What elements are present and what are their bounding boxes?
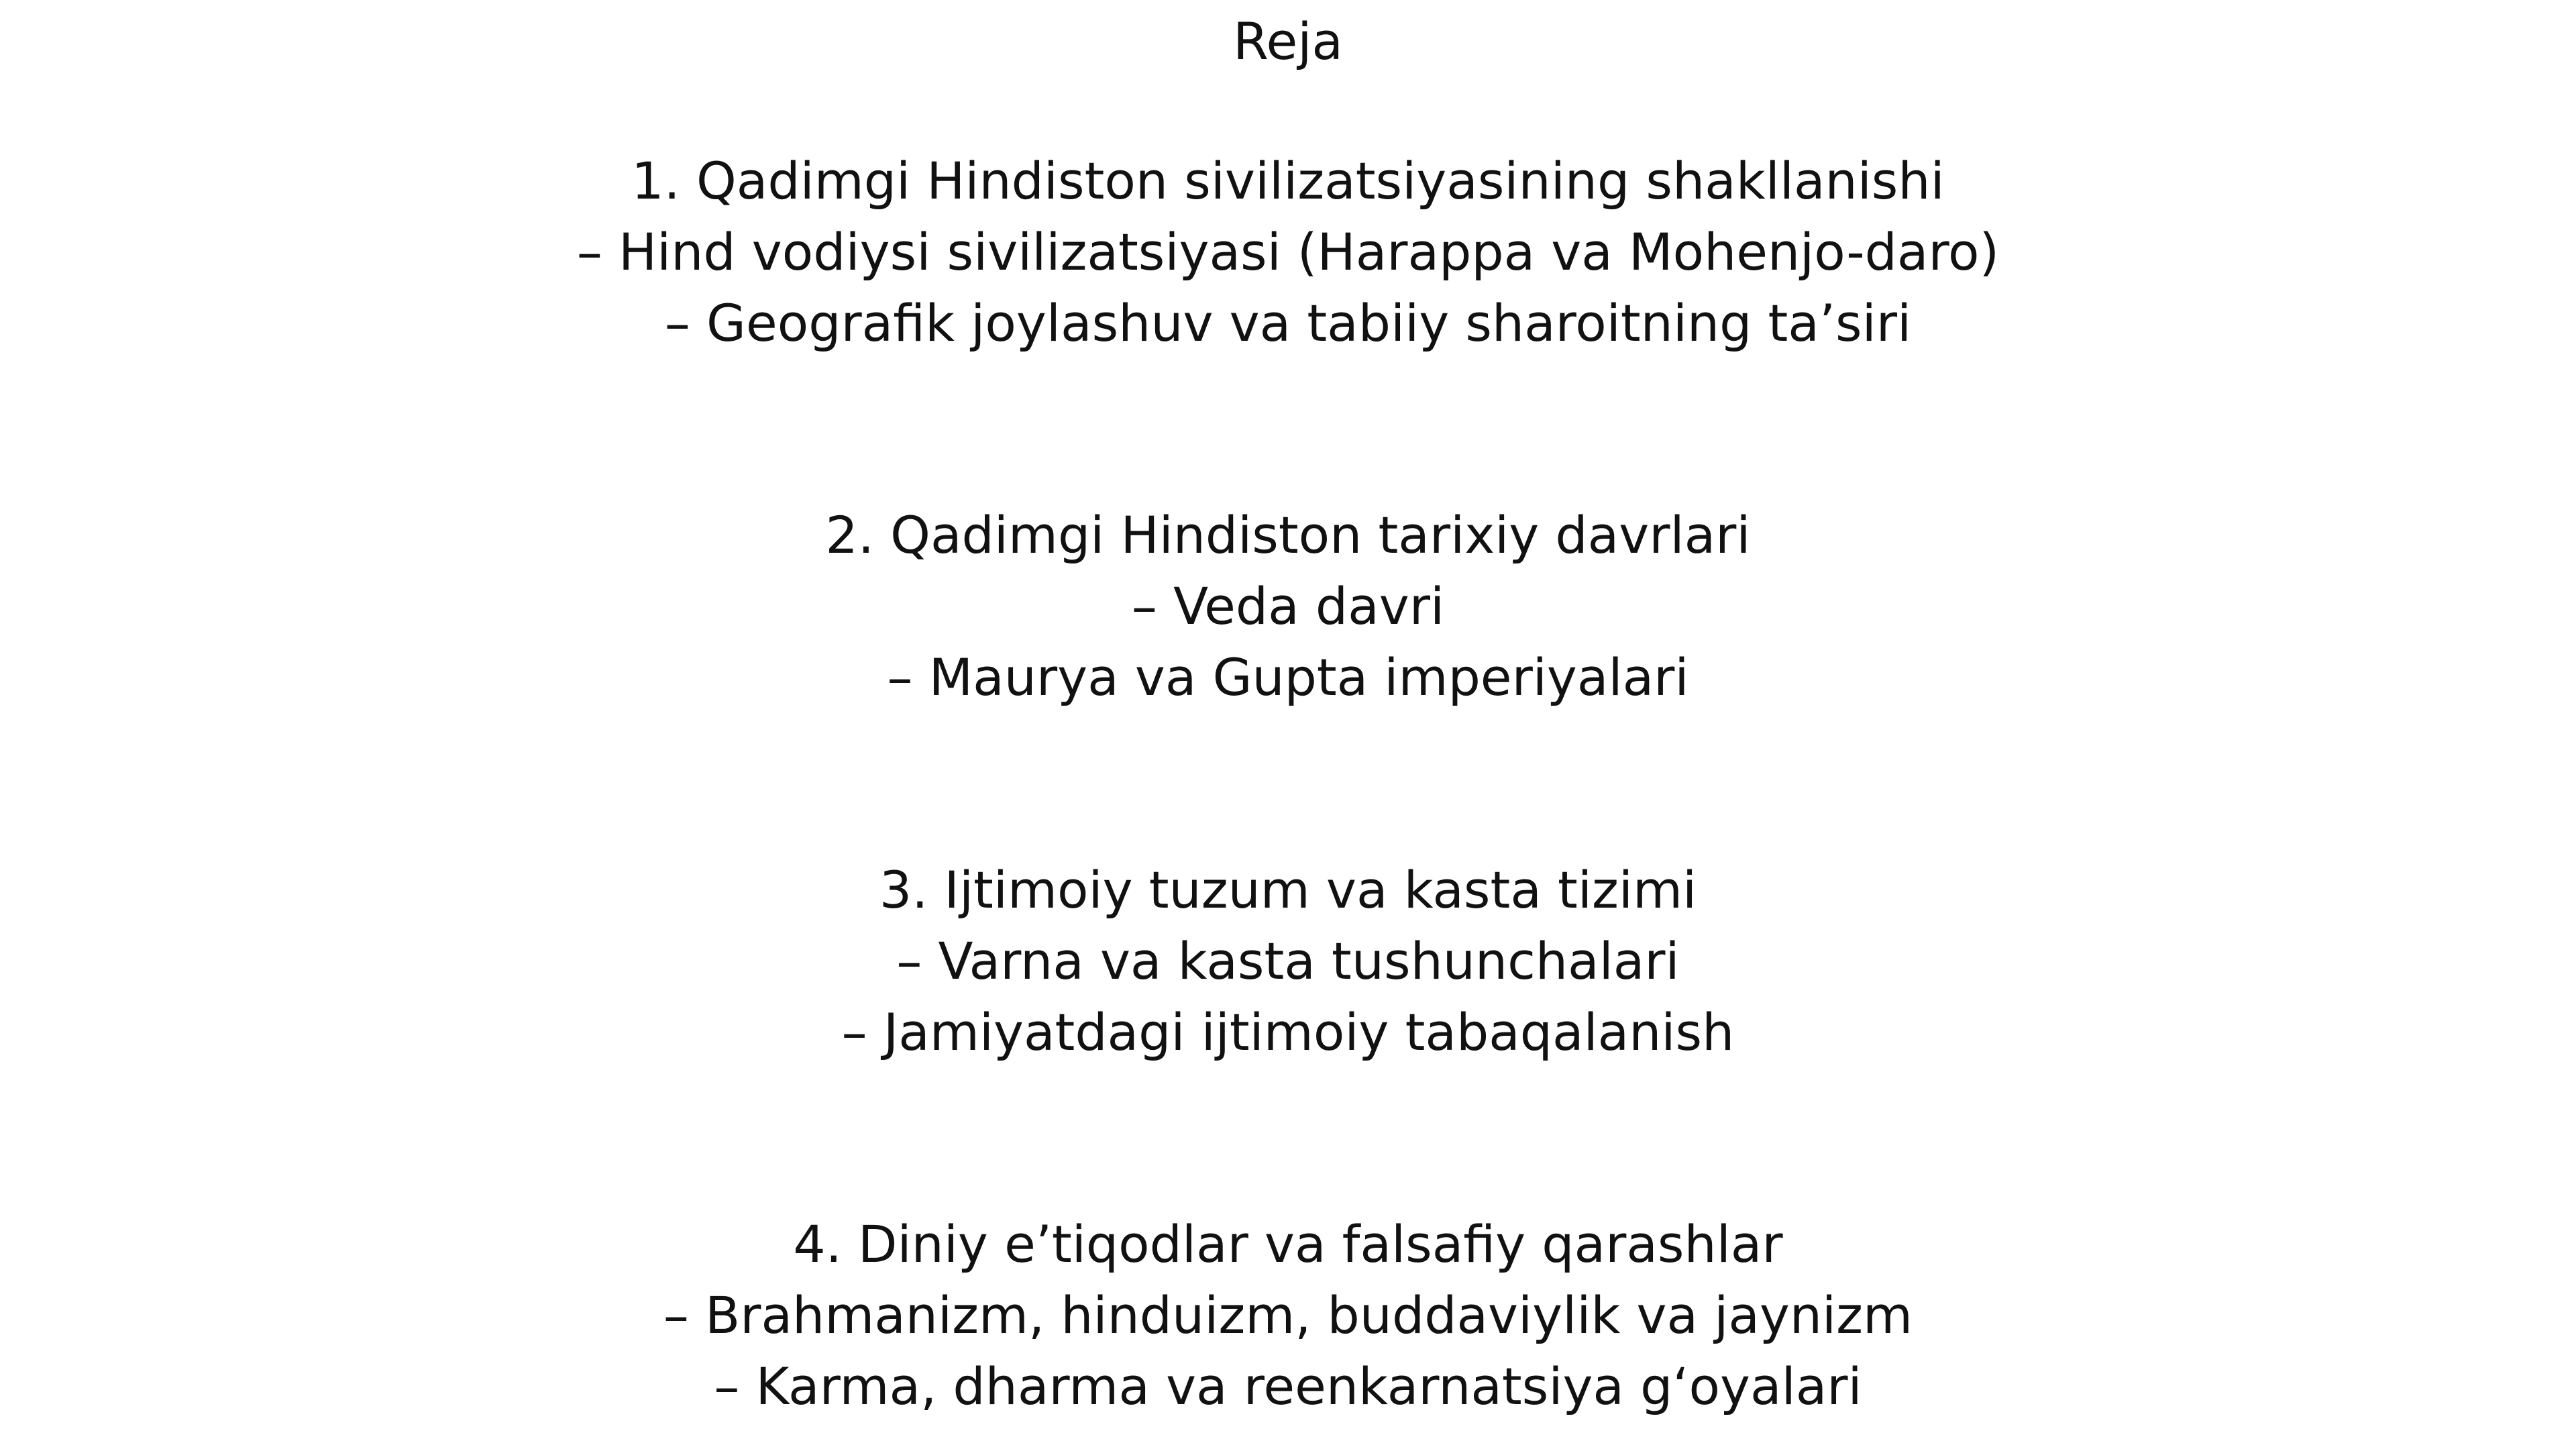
- section-heading: 1. Qadimgi Hindiston sivilizatsiyasining shakllanishi: [631, 151, 1945, 211]
- section-point: – Brahmanizm, hinduizm, buddaviylik va jaynizm: [663, 1285, 1913, 1345]
- section-point: – Varna va kasta tushunchalari: [896, 931, 1680, 991]
- section-point: – Jamiyatdagi ijtimoiy tabaqalanish: [841, 1002, 1735, 1062]
- section-point: – Geografik joylashuv va tabiiy sharoitning ta’siri: [664, 293, 1912, 353]
- section-heading: 4. Diniy e’tiqodlar va falsafiy qarashlar: [793, 1214, 1783, 1274]
- section-heading: 2. Qadimgi Hindiston tarixiy davrlari: [825, 505, 1751, 565]
- section-point: – Hind vodiysi sivilizatsiyasi (Harappa va Mohenjo-daro): [576, 222, 2000, 282]
- plan-section-4: [0, 1209, 2576, 1422]
- page-title: Reja: [1233, 11, 1343, 71]
- section-point: – Karma, dharma va reenkarnatsiya g‘oyalari: [714, 1356, 1862, 1416]
- section-point: – Veda davri: [1131, 576, 1445, 636]
- plan-section-2: [0, 500, 2576, 713]
- plan-section-3: [0, 855, 2576, 1068]
- plan-section-1: [0, 146, 2576, 359]
- section-heading: 3. Ijtimoiy tuzum va kasta tizimi: [879, 860, 1697, 920]
- section-point: – Maurya va Gupta imperiyalari: [887, 647, 1689, 707]
